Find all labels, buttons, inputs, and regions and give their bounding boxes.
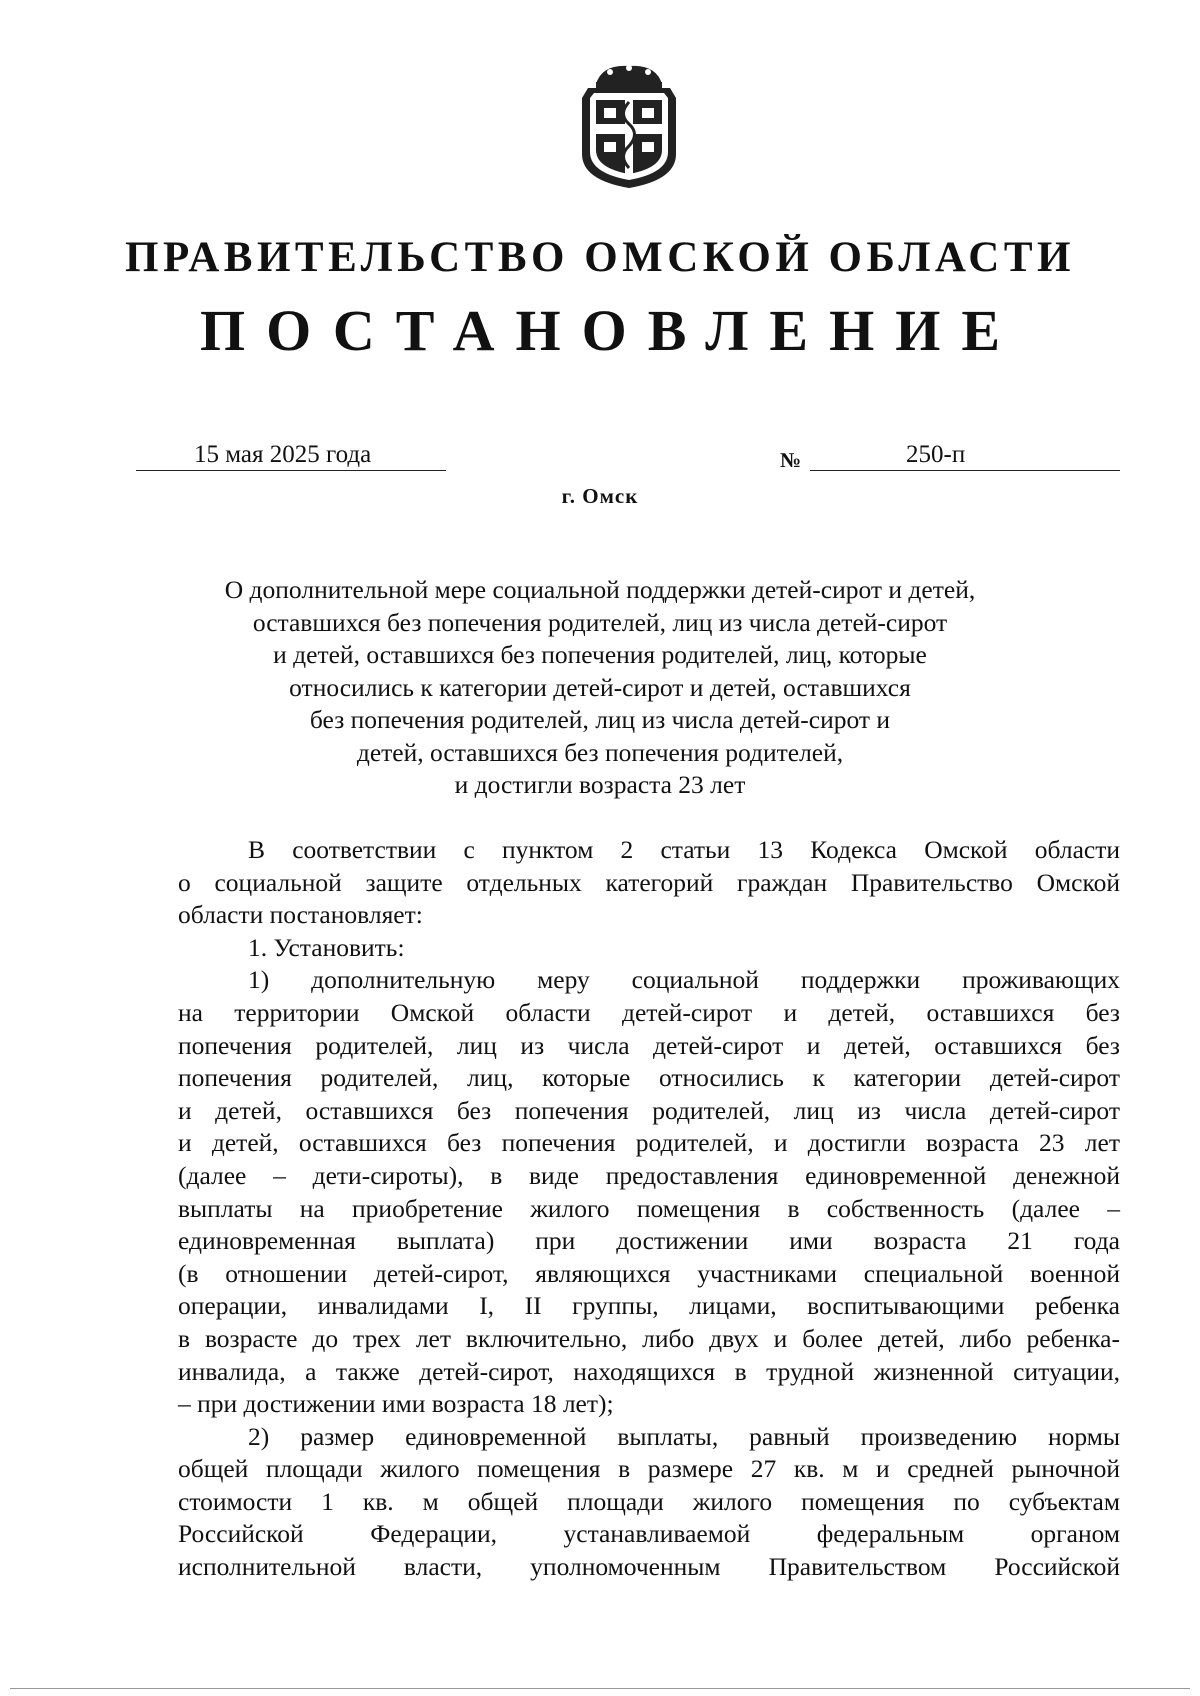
body-line: Российской Федерации, устанавливаемой федеральным органом (178, 1519, 1120, 1549)
body-line: области постановляет: (178, 900, 423, 930)
document-date: 15 мая 2025 года (194, 441, 372, 468)
body-line: попечения родителей, лиц, которые относились к категории детей-сирот (178, 1063, 1120, 1093)
body-line: единовременная выплата) при достижении ими возраста 21 года (178, 1226, 1120, 1256)
government-title: ПРАВИТЕЛЬСТВО ОМСКОЙ ОБЛАСТИ (125, 234, 1075, 281)
heading-line: относились к категории детей-сирот и детей, оставшихся (289, 672, 911, 702)
document-type-title: ПОСТАНОВЛЕНИЕ (199, 298, 1022, 363)
body-line: и детей, оставшихся без попечения родителей, и достигли возраста 23 лет (178, 1128, 1120, 1158)
heading-line: оставшихся без попечения родителей, лиц из числа детей-сирот (252, 607, 948, 637)
body-line: и детей, оставшихся без попечения родителей, лиц из числа детей-сирот (178, 1095, 1120, 1125)
document-date-field (136, 440, 446, 471)
body-line: В соответствии с пунктом 2 статьи 13 Кодекса Омской области (248, 835, 1120, 864)
body-line: – при достижении ими возраста 18 лет); (178, 1389, 614, 1419)
document-heading (160, 574, 1040, 802)
document-body (178, 834, 1120, 1584)
body-line: выплаты на приобретение жилого помещения в собственность (далее – (178, 1193, 1120, 1223)
heading-line: детей, оставшихся без попечения родителей, (356, 737, 844, 767)
body-line: о социальной защите отдельных категорий граждан Правительство Омской (178, 867, 1120, 897)
body-line: общей площади жилого помещения в размере 27 кв. м и средней рыночной (178, 1454, 1120, 1484)
number-sign: № (780, 448, 802, 472)
body-line: (далее – дети-сироты), в виде предоставления единовременной денежной (178, 1160, 1120, 1190)
heading-line: О дополнительной мере социальной поддержки детей-сирот и детей, (224, 575, 976, 604)
page-bottom-rule (10, 1688, 1190, 1689)
heading-line: и детей, оставшихся без попечения родителей, лиц, которые (273, 640, 927, 669)
omsk-coat-of-arms-icon (566, 58, 692, 190)
body-line: операции, инвалидами I, II группы, лицами, воспитывающими ребенка (178, 1291, 1120, 1321)
heading-line: без попечения родителей, лиц из числа детей-сирот и (309, 705, 891, 734)
body-line: инвалида, а также детей-сирот, находящихся в трудной жизненной ситуации, (178, 1356, 1120, 1386)
body-line: 2) размер единовременной выплаты, равный произведению нормы (248, 1421, 1120, 1451)
body-line: на территории Омской области детей-сирот и детей, оставшихся без (178, 997, 1120, 1027)
body-line: 1) дополнительную меру социальной поддержки проживающих (248, 965, 1120, 995)
body-line: попечения родителей, лиц из числа детей-сирот и детей, оставшихся без (178, 1030, 1120, 1060)
document-number: 250-п (906, 441, 966, 468)
body-line: стоимости 1 кв. м общей площади жилого помещения по субъектам (178, 1486, 1120, 1516)
body-line: (в отношении детей-сирот, являющихся участниками специальной военной (178, 1258, 1120, 1288)
body-line: исполнительной власти, уполномоченным Правительством Российской (178, 1552, 1120, 1582)
body-line: 1. Установить: (248, 932, 405, 962)
document-number-field (810, 440, 1120, 471)
heading-line: и достигли возраста 23 лет (454, 770, 746, 799)
document-city: г. Омск (561, 484, 639, 508)
body-line: в возрасте до трех лет включительно, либо двух и более детей, либо ребенка- (178, 1323, 1120, 1353)
